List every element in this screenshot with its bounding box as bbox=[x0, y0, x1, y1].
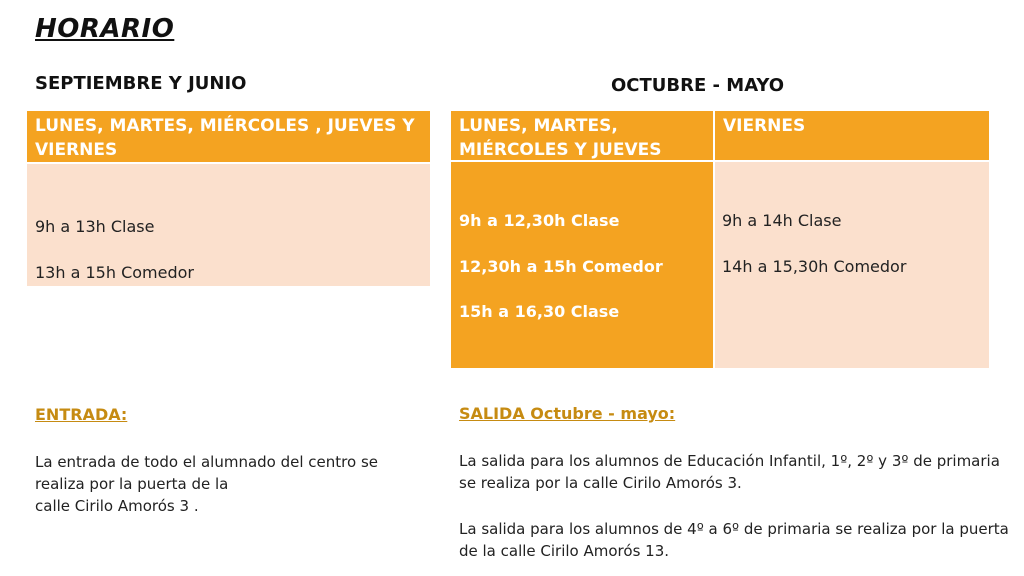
entrada-line-3: calle Cirilo Amorós 3 . bbox=[35, 497, 199, 515]
entrada-label: ENTRADA: bbox=[35, 405, 128, 424]
right-col1-row-clase: 9h a 12,30h Clase bbox=[459, 211, 620, 230]
salida-p1-line-1: La salida para los alumnos de Educación Infantil, 1º, 2º y 3º de primaria bbox=[459, 452, 1000, 470]
page-title: HORARIO bbox=[35, 14, 175, 44]
left-table-header-label: LUNES, MARTES, MIÉRCOLES , JUEVES Y VIERNES bbox=[35, 116, 415, 160]
left-row-comedor: 13h a 15h Comedor bbox=[35, 263, 194, 282]
right-col2-row-comedor: 14h a 15,30h Comedor bbox=[722, 257, 907, 276]
salida-p2-line-1: La salida para los alumnos de 4º a 6º de primaria se realiza por la puerta bbox=[459, 520, 1009, 538]
entrada-line-1: La entrada de todo el alumnado del centro se bbox=[35, 453, 379, 471]
right-col1-row-clase-tarde: 15h a 16,30 Clase bbox=[459, 302, 620, 321]
right-col2-header-label: VIERNES bbox=[723, 116, 806, 136]
right-col1-header bbox=[451, 111, 713, 160]
left-table-header bbox=[27, 111, 430, 162]
right-col1-header-label: LUNES, MARTES, MIÉRCOLES Y JUEVES bbox=[459, 116, 662, 160]
right-col2-header bbox=[715, 111, 989, 160]
left-row-clase: 9h a 13h Clase bbox=[35, 217, 155, 236]
right-col2-row-clase: 9h a 14h Clase bbox=[722, 211, 842, 230]
salida-p2-line-2: de la calle Cirilo Amorós 13. bbox=[459, 542, 670, 560]
salida-paragraph-1 bbox=[459, 450, 1019, 494]
left-section-heading: SEPTIEMBRE Y JUNIO bbox=[35, 73, 247, 94]
right-section-heading: OCTUBRE - MAYO bbox=[611, 75, 785, 96]
salida-p1-line-2: se realiza por la calle Cirilo Amorós 3. bbox=[459, 474, 742, 492]
right-col1-row-comedor: 12,30h a 15h Comedor bbox=[459, 257, 663, 276]
entrada-text bbox=[35, 451, 435, 517]
salida-paragraph-2 bbox=[459, 518, 1019, 562]
entrada-line-2: realiza por la puerta de la bbox=[35, 475, 229, 493]
salida-label: SALIDA Octubre - mayo: bbox=[459, 404, 676, 423]
